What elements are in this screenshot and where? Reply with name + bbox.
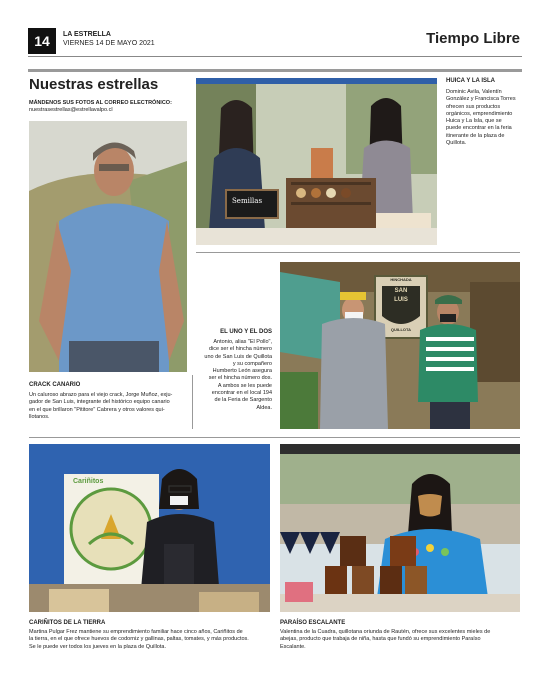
crack-canario-heading: CRACK CANARIO: [29, 382, 81, 388]
header-divider: [28, 56, 522, 57]
banner-quillota-text: QUILLOTA: [390, 327, 412, 332]
carinitos-text: Martina Pulgar Frez mantiene su emprendimiento familiar hace cinco años, Cariñitos de la tierra, en el que ofrece huevos de codorniz y gallinas, paltas, tomates, y más productos. Se le puede ver todos los jueves en la plaza de Quillota.: [29, 629, 249, 650]
paraiso-text: Valentina de la Cuadra, quillotana oriunda de Rautén, ofrece sus excelentes mieles de abejas, producto que trabaja de niña, hasta que fundó su emprendimiento Paraíso Escalante.: [280, 629, 491, 650]
publication-name: LA ESTRELLA: [63, 31, 111, 38]
publication-info: [63, 30, 155, 48]
accent-bar: [28, 69, 522, 72]
paraiso-photo: [280, 444, 520, 612]
carinitos-heading: CARIÑITOS DE LA TIERRA: [29, 620, 106, 626]
middle-divider: [196, 252, 520, 253]
send-photos-label: MÁNDENOS SUS FOTOS AL CORREO ELECTRÓNICO:: [29, 100, 172, 106]
column-divider: [192, 375, 193, 429]
section-title: Tiempo Libre: [426, 30, 520, 47]
page-title: Nuestras estrellas: [29, 76, 159, 93]
contact-email[interactable]: nuestrasestrellas@estrellavalpo.cl: [29, 107, 113, 113]
banner-san-text: SAN: [394, 288, 408, 294]
uno-dos-heading: EL UNO Y EL DOS: [220, 329, 272, 335]
huica-heading: HUICA Y LA ISLA: [446, 78, 496, 84]
uno-dos-photo: [280, 262, 520, 429]
huica-photo: [196, 78, 437, 245]
publication-date: VIERNES 14 DE MAYO 2021: [63, 40, 155, 47]
banner-top-text: HINCHADA: [390, 277, 412, 282]
semillas-sign-text: Semillas: [232, 197, 263, 205]
paraiso-heading: PARAÍSO ESCALANTE: [280, 620, 346, 626]
carinitos-photo: [29, 444, 270, 612]
banner-luis-text: LUIS: [394, 297, 408, 303]
lower-divider: [29, 437, 520, 438]
huica-text: Dominic Avila, Valentín González y Francisca Torres ofrecen sus productos orgánicos, emprendimiento Huica y La Isla, que se puede encontrar en la feria itinerante de la plaza de Quillota.: [446, 89, 516, 147]
page-number: 14: [28, 28, 56, 54]
carinitos-banner-text: Cariñitos: [73, 478, 104, 485]
uno-dos-text: Antonio, alias "El Pollo", dice ser el hincha número uno de San Luis de Quillota y su compañero Humberto León asegura ser el hincha número dos. A ambos se les puede encontrar en el local 194 de la Feria de Sargento Aldea.: [204, 339, 272, 411]
crack-canario-text: Un caluroso abrazo para el viejo crack, Jorge Muñoz, exju- gador de San Luis, integrante del histórico equipo canario en el que brillaron "Pititore" Cabrera y otros valores qui- llotanos.: [29, 392, 173, 420]
crack-canario-photo: [29, 121, 187, 372]
